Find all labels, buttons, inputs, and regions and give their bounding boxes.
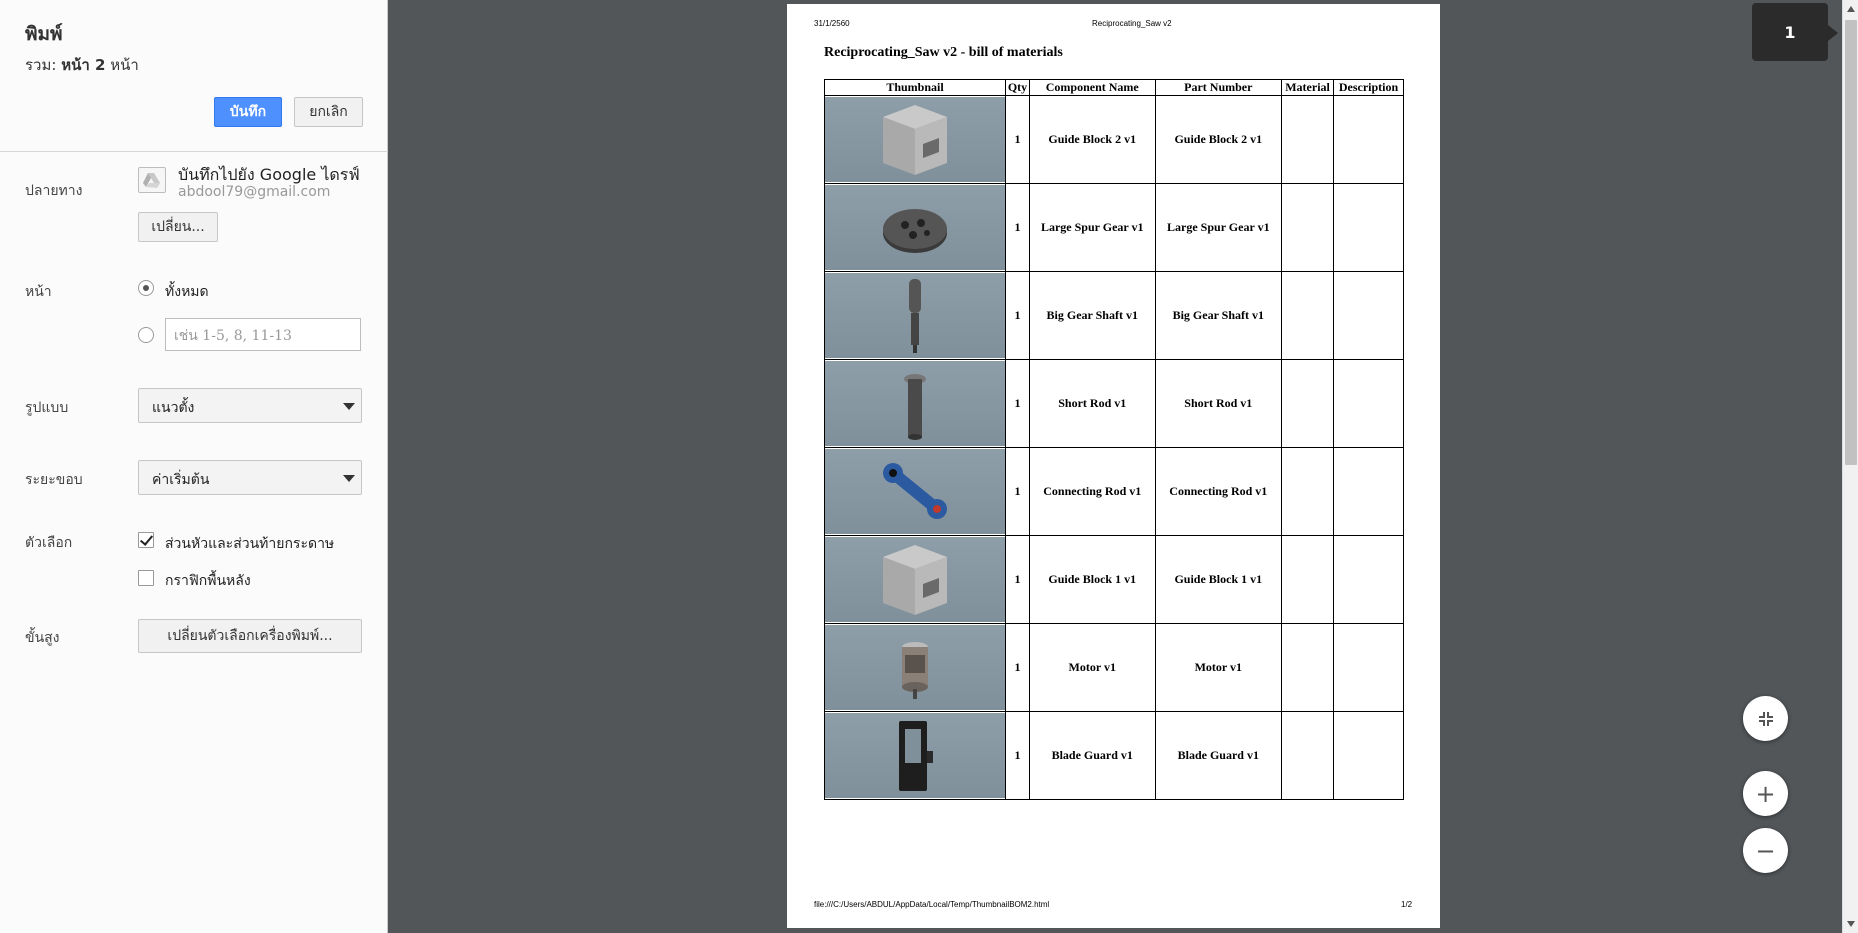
page-header-date: 31/1/2560 [814, 19, 850, 28]
destination-name: บันทึกไปยัง Google ไดรฟ์ [178, 165, 360, 184]
description-cell [1334, 448, 1404, 536]
component-name-cell: Short Rod v1 [1029, 360, 1155, 448]
pages-range-input[interactable]: เช่น 1-5, 8, 11-13 [165, 318, 361, 351]
material-cell [1282, 96, 1334, 184]
pages-all-label: ทั้งหมด [165, 284, 209, 300]
table-row [825, 272, 1404, 360]
margins-label: ระยะขอบ [25, 472, 83, 488]
thumbnail-cell [825, 360, 1006, 448]
page-footer-number: 1/2 [1401, 900, 1413, 909]
part-number-cell: Connecting Rod v1 [1155, 448, 1282, 536]
summary-pages: หน้า 2 [61, 56, 106, 74]
document-title: Reciprocating_Saw v2 - bill of materials [824, 45, 1063, 60]
component-name-cell: Big Gear Shaft v1 [1029, 272, 1155, 360]
chevron-down-icon [343, 403, 355, 410]
page-indicator: 1 [1752, 3, 1828, 61]
advanced-label: ขั้นสูง [25, 630, 60, 646]
thumbnail-cell [825, 184, 1006, 272]
scroll-up-icon[interactable] [1847, 6, 1855, 12]
thumbnail-cell [825, 536, 1006, 624]
table-row [825, 360, 1404, 448]
thumbnail-cell [825, 712, 1006, 800]
description-cell [1334, 184, 1404, 272]
material-cell [1282, 712, 1334, 800]
table-row [825, 624, 1404, 712]
save-button[interactable]: บันทึก [214, 97, 282, 127]
table-row [825, 184, 1404, 272]
table-row [825, 96, 1404, 184]
zoom-in-button[interactable]: + [1743, 771, 1788, 816]
part-number-cell: Motor v1 [1155, 624, 1282, 712]
thumbnail-cell [825, 272, 1006, 360]
component-name-cell: Blade Guard v1 [1029, 712, 1155, 800]
column-header: Component Name [1029, 80, 1155, 96]
headers-footers-checkbox[interactable] [138, 532, 154, 548]
bill-of-materials-table [824, 79, 1404, 800]
material-cell [1282, 448, 1334, 536]
destination-account: abdool79@gmail.com [178, 184, 331, 200]
column-header: Thumbnail [825, 80, 1006, 96]
guide-block-thumbnail [825, 537, 1005, 622]
print-title: พิมพ์ [25, 23, 63, 45]
change-destination-button[interactable]: เปลี่ยน... [138, 212, 218, 242]
connecting-rod-thumbnail [825, 449, 1005, 534]
preview-scrollbar[interactable] [1842, 0, 1858, 933]
summary-suffix: หน้า [110, 56, 139, 74]
background-graphics-checkbox[interactable] [138, 570, 154, 586]
description-cell [1334, 272, 1404, 360]
material-cell [1282, 536, 1334, 624]
description-cell [1334, 536, 1404, 624]
column-header: Qty [1006, 80, 1030, 96]
part-number-cell: Blade Guard v1 [1155, 712, 1282, 800]
guide-block-thumbnail [825, 97, 1005, 182]
layout-value: แนวตั้ง [152, 400, 195, 416]
printer-options-button[interactable]: เปลี่ยนตัวเลือกเครื่องพิมพ์... [138, 619, 362, 653]
qty-cell: 1 [1006, 272, 1030, 360]
fit-to-page-button[interactable] [1743, 696, 1788, 741]
page-footer-path: file:///C:/Users/ABDUL/AppData/Local/Temp/ThumbnailBOM2.html [814, 900, 1050, 909]
gear-shaft-thumbnail [825, 273, 1005, 358]
thumbnail-cell [825, 96, 1006, 184]
page-header-title: Reciprocating_Saw v2 [1092, 19, 1172, 28]
component-name-cell: Motor v1 [1029, 624, 1155, 712]
table-row [825, 712, 1404, 800]
qty-cell: 1 [1006, 536, 1030, 624]
part-number-cell: Short Rod v1 [1155, 360, 1282, 448]
margins-value: ค่าเริ่มต้น [152, 472, 210, 488]
layout-select[interactable] [138, 388, 362, 423]
chevron-down-icon [343, 475, 355, 482]
cancel-button[interactable]: ยกเลิก [294, 97, 363, 127]
material-cell [1282, 184, 1334, 272]
thumbnail-cell [825, 448, 1006, 536]
google-drive-icon [138, 167, 166, 193]
thumbnail-cell [825, 624, 1006, 712]
summary-prefix: รวม: [25, 56, 57, 74]
material-cell [1282, 360, 1334, 448]
short-rod-thumbnail [825, 361, 1005, 446]
qty-cell: 1 [1006, 624, 1030, 712]
component-name-cell: Guide Block 1 v1 [1029, 536, 1155, 624]
zoom-out-button[interactable]: − [1743, 828, 1788, 873]
component-name-cell: Connecting Rod v1 [1029, 448, 1155, 536]
qty-cell: 1 [1006, 712, 1030, 800]
fit-to-page-icon [1757, 710, 1775, 728]
pages-all-radio[interactable] [138, 280, 154, 296]
page-count-summary [25, 53, 139, 77]
qty-cell: 1 [1006, 96, 1030, 184]
pages-label: หน้า [25, 284, 52, 300]
part-number-cell: Big Gear Shaft v1 [1155, 272, 1282, 360]
column-header: Material [1282, 80, 1334, 96]
part-number-cell: Guide Block 2 v1 [1155, 96, 1282, 184]
options-label: ตัวเลือก [25, 535, 73, 551]
qty-cell: 1 [1006, 184, 1030, 272]
column-header: Description [1334, 80, 1404, 96]
spur-gear-thumbnail [825, 185, 1005, 270]
background-graphics-label: กราฟิกพื้นหลัง [165, 573, 251, 589]
description-cell [1334, 712, 1404, 800]
table-row [825, 448, 1404, 536]
blade-guard-thumbnail [825, 713, 1005, 798]
part-number-cell: Guide Block 1 v1 [1155, 536, 1282, 624]
column-header: Part Number [1155, 80, 1282, 96]
material-cell [1282, 272, 1334, 360]
pages-range-radio[interactable] [138, 327, 154, 343]
description-cell [1334, 624, 1404, 712]
panel-divider [0, 151, 388, 152]
print-preview-page [787, 4, 1440, 928]
table-row [825, 536, 1404, 624]
motor-thumbnail [825, 625, 1005, 710]
destination-label: ปลายทาง [25, 183, 83, 199]
part-number-cell: Large Spur Gear v1 [1155, 184, 1282, 272]
print-settings-panel [0, 0, 388, 933]
description-cell [1334, 96, 1404, 184]
description-cell [1334, 360, 1404, 448]
table-header-row [825, 80, 1404, 96]
scroll-down-icon[interactable] [1847, 921, 1855, 927]
layout-label: รูปแบบ [25, 400, 69, 416]
headers-footers-label: ส่วนหัวและส่วนท้ายกระดาษ [165, 536, 335, 552]
qty-cell: 1 [1006, 448, 1030, 536]
component-name-cell: Large Spur Gear v1 [1029, 184, 1155, 272]
material-cell [1282, 624, 1334, 712]
scrollbar-thumb[interactable] [1845, 20, 1857, 465]
qty-cell: 1 [1006, 360, 1030, 448]
component-name-cell: Guide Block 2 v1 [1029, 96, 1155, 184]
margins-select[interactable] [138, 460, 362, 495]
